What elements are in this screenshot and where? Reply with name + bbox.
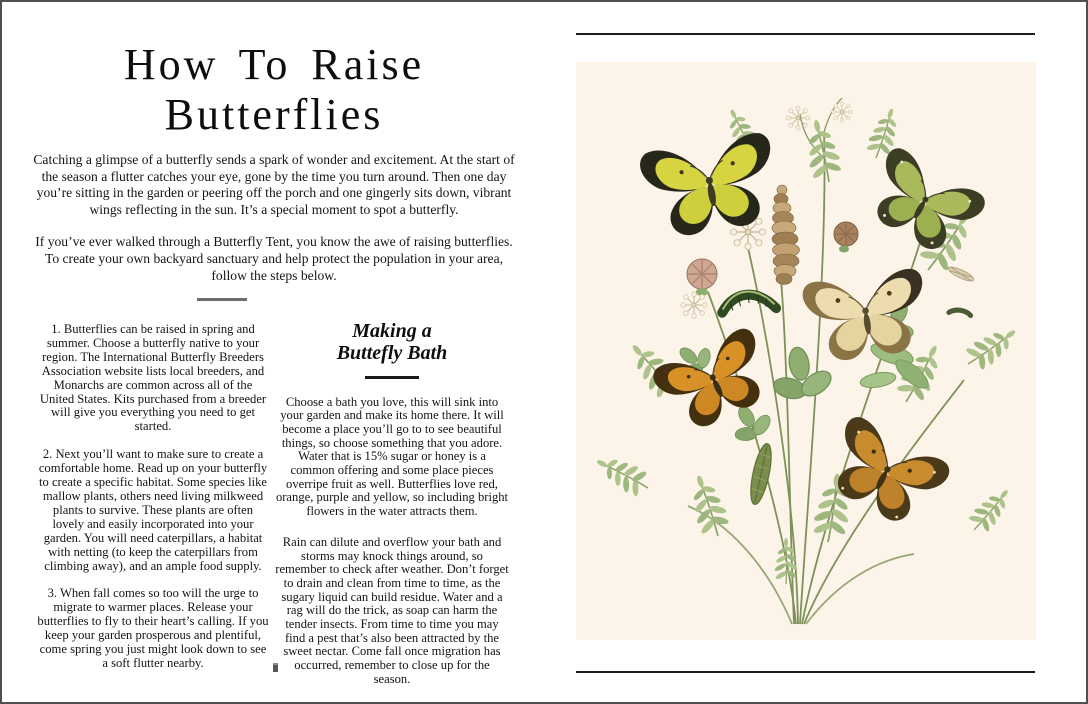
step-1: 1. Butterflies can be raised in spring and summer. Choose a butterfly native to your region. The International Butterfly Breeders Association website lists local breeders, and Monarchs are common across all of the United States. Kits purchased from a breeder will give you everything you need to get started.: [39, 322, 267, 434]
top-rule: [576, 33, 1035, 35]
section-divider: [197, 298, 247, 301]
butterfly-bath-column: [275, 320, 509, 687]
bath-paragraph-2: Rain can dilute and overflow your bath and storms may knock things around, so remember to check after weather. Don’t forget to drain and clean from time to time, as the sugary liquid can build residue. Water and a rag will do the trick, as soap can harm the tender insects. From time to time you may find a pest that’s also been attracted by the sweet nectar. Come fall once migration has occurred, remember to close up for the season.: [275, 534, 509, 686]
right-page: [546, 2, 1088, 702]
bath-heading-line-2: Buttefly Bath: [336, 342, 448, 364]
intro-paragraph-1: Catching a glimpse of a butterfly sends a spark of wonder and excitement. At the start of the season a flutter catches your eye, gone by the time you turn around. Then one day you’re sitting in the garden or peering off the porch and one gingerly sits down, vibrant wings reflecting in the sun. It’s a special moment to spot a butterfly.: [33, 152, 515, 217]
butterfly-illustration: [576, 62, 1036, 640]
bottom-rule: [576, 671, 1035, 673]
page-title-line-2: Butterflies: [164, 90, 384, 139]
bath-paragraph-1: Choose a bath you love, this will sink into your garden and make its home there. It will become a place you’ll go to to see beautiful things, so choose something that you adore. Water that is 15% sugar or honey is a common offering and some place pieces overripe fruit as well. Butterflies love red, orange, purple and yellow, so including bright flowers in the water attracts them.: [275, 394, 509, 519]
page-mark: [273, 663, 278, 672]
bath-heading-divider: [365, 376, 419, 379]
page-title-line-1: How To Raise: [123, 40, 425, 89]
step-2: 2. Next you’ll want to make sure to create a comfortable home. Read up on your butterfly to create a specific habitat. Some species like mallow plants, others need living milkweed plants to survive. These plants are often lovely and easily incorporated into your garden. You will need caterpillars, a habitat with netting (to keep the caterpillars from climbing away), and an ample food supply.: [38, 447, 268, 573]
steps-column: [36, 323, 270, 685]
bath-heading-line-1: Making a: [352, 320, 432, 342]
intro-paragraph-2: If you’ve ever walked through a Butterfly Tent, you know the awe of raising butterflies. To create your own backyard sanctuary and help protect the population in your area, follow the steps below.: [35, 234, 513, 283]
step-3: 3. When fall comes so too will the urge to migrate to warmer places. Release your butterflies to fly to their heart’s calling. If you keep your garden prosperous and plentiful, come spring you just might look down to see a soft flutter nearby.: [37, 586, 269, 670]
bath-heading: [275, 320, 509, 364]
page-title: [2, 2, 546, 140]
left-page: [2, 2, 546, 702]
